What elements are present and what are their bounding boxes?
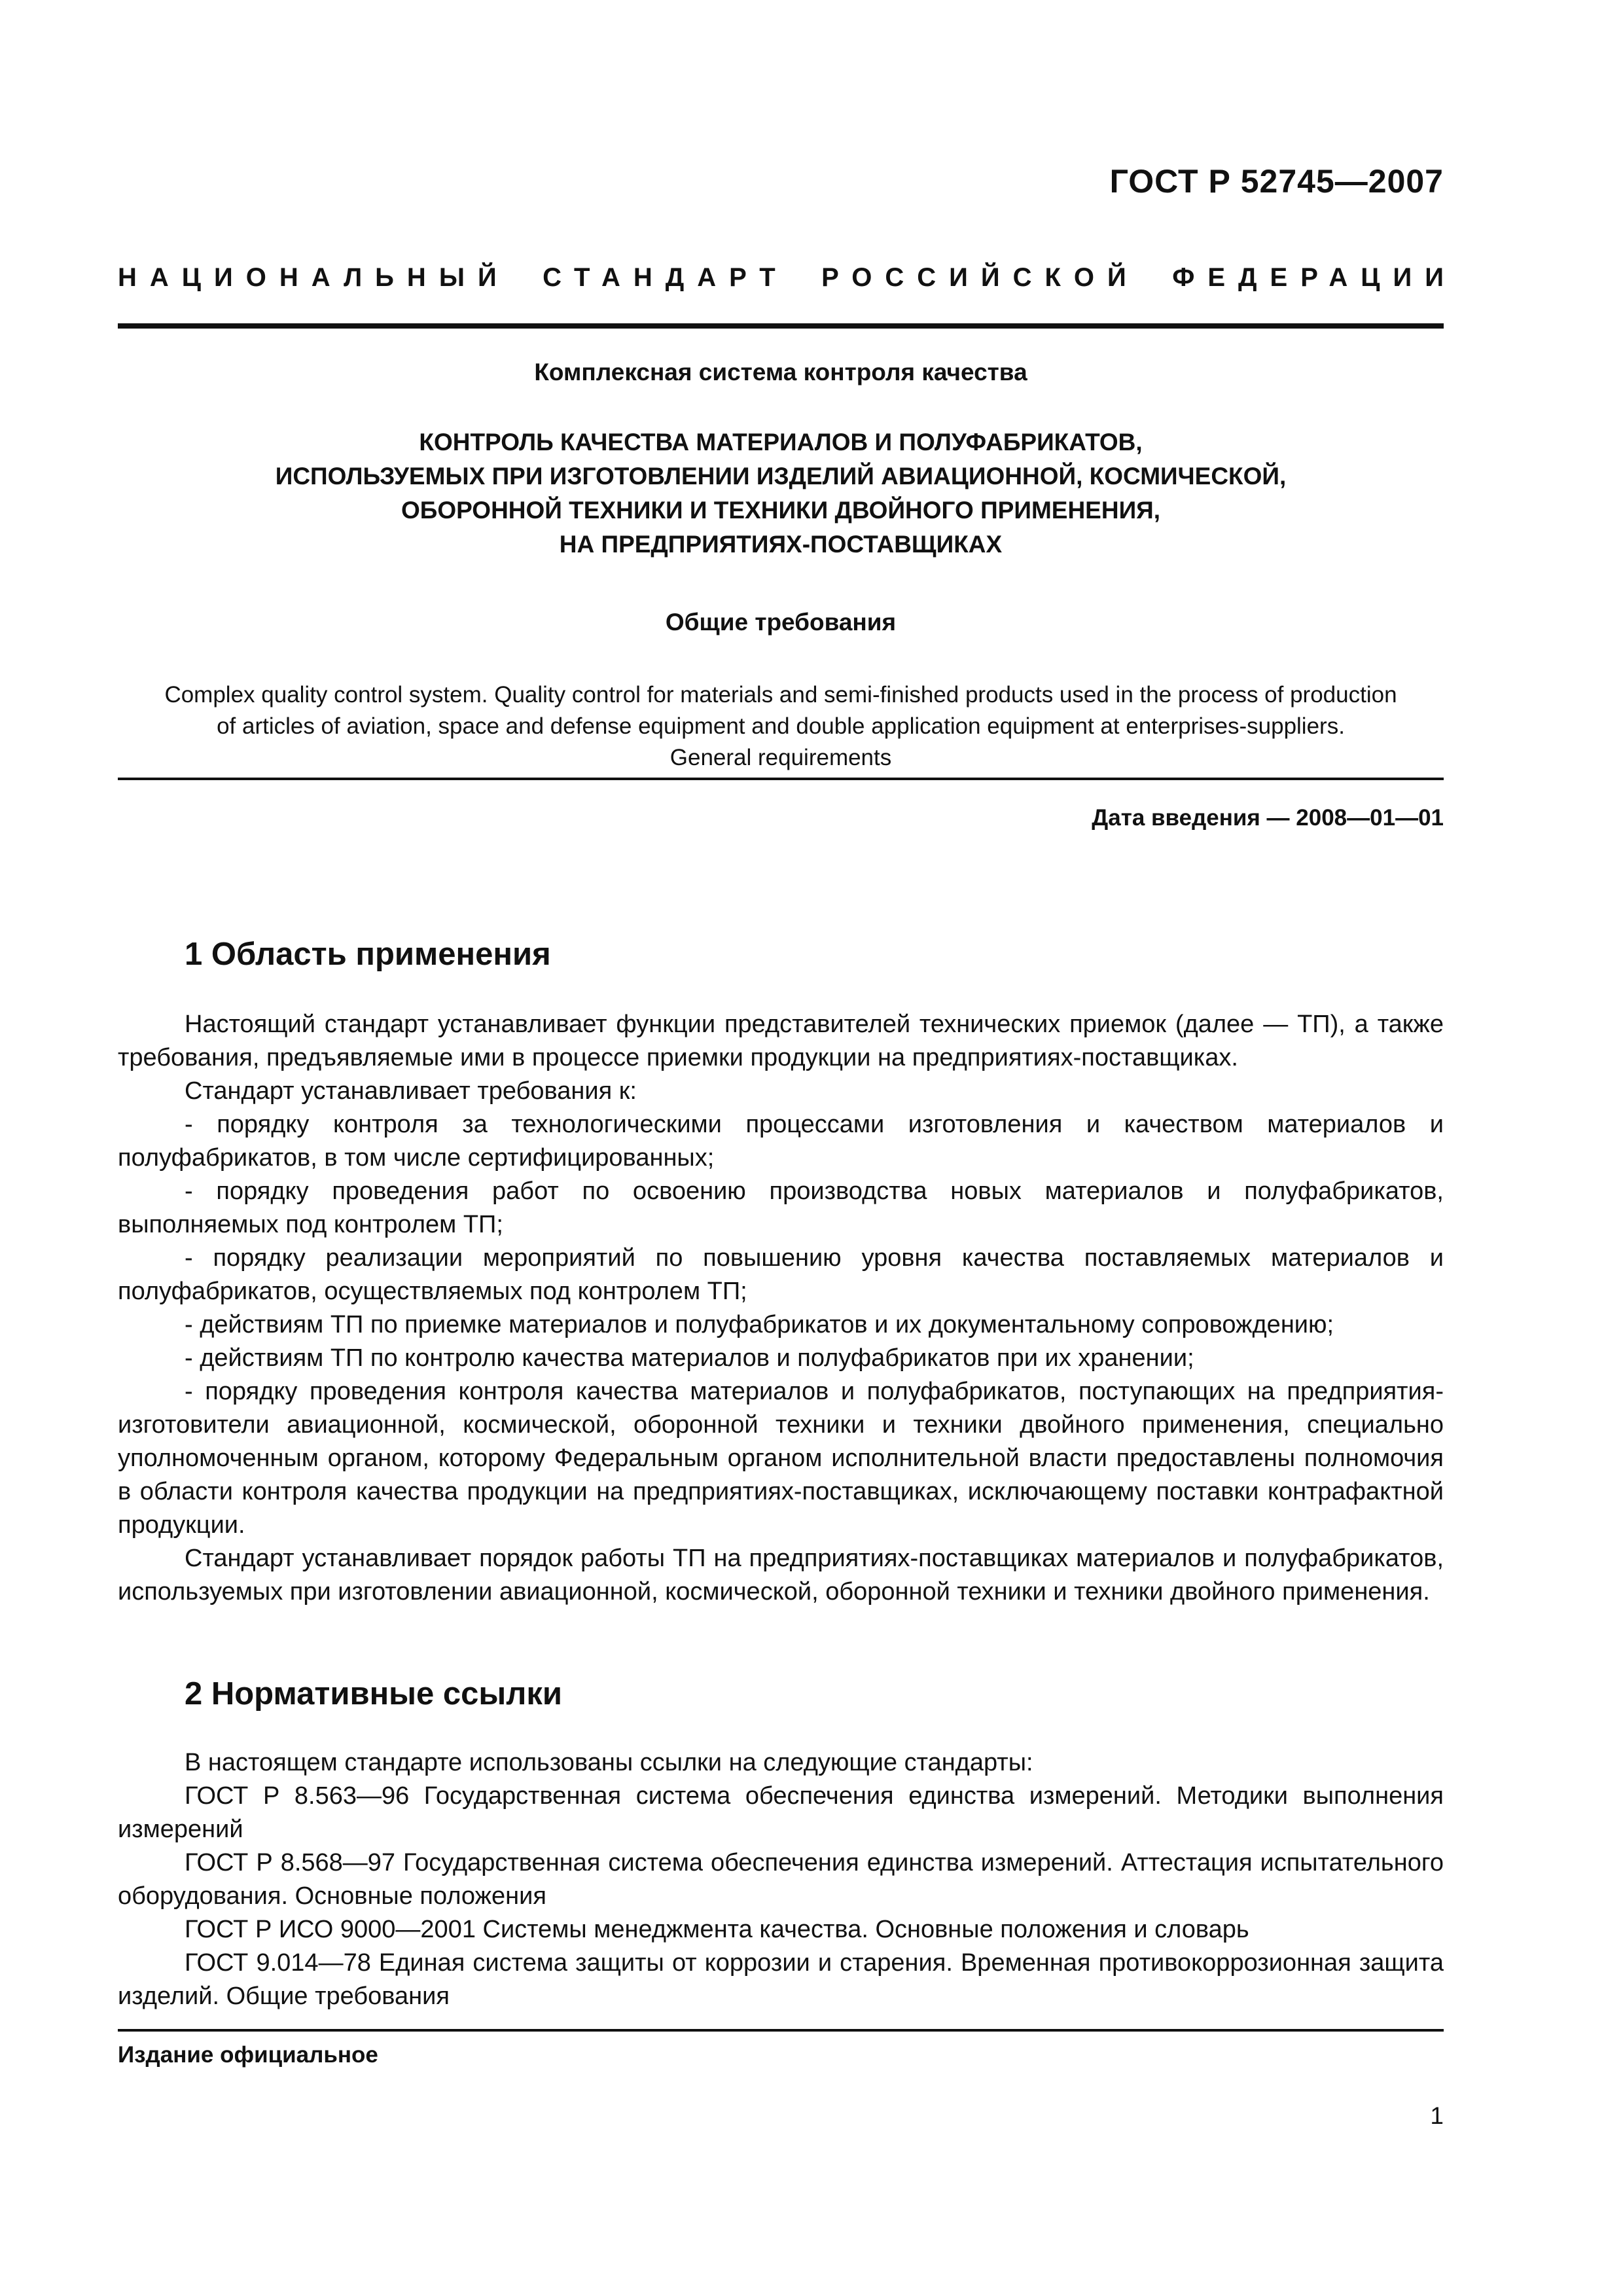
list-item: - действиям ТП по контролю качества материалов и полуфабрикатов при их хранении; (185, 1344, 1194, 1372)
section-2-body (118, 1746, 1444, 2013)
footer-divider (118, 2029, 1444, 2032)
english-title-line: Complex quality control system. Quality control for materials and semi-finished products used in the process of production (164, 682, 1397, 708)
reference-item: ГОСТ Р 8.563—96 Государственная система обеспечения единства измерений. Методики выполнения измерений (118, 1782, 1444, 1843)
english-title (118, 679, 1444, 774)
list-item: - порядку проведения работ по освоению производства новых материалов и полуфабрикатов, выполняемых под контролем ТП; (118, 1177, 1444, 1238)
section-2-heading: 2 Нормативные ссылки (185, 1676, 562, 1712)
english-title-line: of articles of aviation, space and defense equipment and double application equipment at enterprises-suppliers. (217, 713, 1345, 739)
section-1-body (118, 1008, 1444, 1609)
list-item: - порядку проведения контроля качества материалов и полуфабрикатов, поступающих на предприятия-изготовители авиационной, космической, оборонной техники и техники двойного применения, специально уполномоченным органом, которому Федеральным органом исполнительной власти предоставлены полномочия в области контроля качества продукции на предприятиях-поставщиках, исключающему поставки контрафактной продукции. (118, 1378, 1444, 1539)
system-title: Комплексная система контроля качества (534, 359, 1027, 386)
main-title-line: КОНТРОЛЬ КАЧЕСТВА МАТЕРИАЛОВ И ПОЛУФАБРИКАТОВ, (419, 429, 1143, 456)
list-item: - порядку реализации мероприятий по повышению уровня качества поставляемых материалов и полуфабрикатов, осуществляемых под контролем ТП; (118, 1244, 1444, 1305)
national-title-word: СТАНДАРТ (543, 263, 789, 292)
reference-item: ГОСТ Р ИСО 9000—2001 Системы менеджмента качества. Основные положения и словарь (185, 1916, 1249, 1943)
page-number: 1 (1430, 2102, 1444, 2129)
title-divider (118, 778, 1444, 780)
main-title-line: ИСПОЛЬЗУЕМЫХ ПРИ ИЗГОТОВЛЕНИИ ИЗДЕЛИЙ АВИАЦИОННОЙ, КОСМИЧЕСКОЙ, (275, 463, 1287, 490)
introduction-date: Дата введения — 2008—01—01 (1092, 805, 1444, 831)
main-title (118, 425, 1444, 562)
paragraph: Настоящий стандарт устанавливает функции представителей технических приемок (далее — ТП), а также требования, предъявляемые ими в процессе приемки продукции на предприятиях-поставщиках. (118, 1011, 1444, 1071)
list-item: - действиям ТП по приемке материалов и полуфабрикатов и их документальному сопровождению; (185, 1311, 1334, 1338)
list-item: - порядку контроля за технологическими процессами изготовления и качеством материалов и полуфабрикатов, в том числе сертифицированных; (118, 1111, 1444, 1172)
paragraph: В настоящем стандарте использованы ссылки на следующие стандарты: (185, 1749, 1033, 1776)
main-title-line: НА ПРЕДПРИЯТИЯХ-ПОСТАВЩИКАХ (559, 531, 1003, 558)
official-edition-label: Издание официальное (118, 2042, 378, 2068)
english-title-line: General requirements (669, 745, 892, 770)
paragraph: Стандарт устанавливает требования к: (185, 1077, 637, 1105)
reference-item: ГОСТ Р 8.568—97 Государственная система обеспечения единства измерений. Аттестация испытательного оборудования. Основные положения (118, 1849, 1444, 1910)
national-title-word: ФЕДЕРАЦИИ (1172, 263, 1457, 292)
national-standard-title (118, 263, 1457, 293)
paragraph: Стандарт устанавливает порядок работы ТП на предприятиях-поставщиках материалов и полуфабрикатов, используемых при изготовлении авиационной, космической, оборонной техники и техники двойного применения. (118, 1545, 1444, 1605)
subtitle-general-requirements: Общие требования (665, 609, 897, 636)
reference-item: ГОСТ 9.014—78 Единая система защиты от коррозии и старения. Временная противокоррозионная защита изделий. Общие требования (118, 1949, 1444, 2010)
section-1-heading: 1 Область применения (185, 937, 551, 972)
main-title-line: ОБОРОННОЙ ТЕХНИКИ И ТЕХНИКИ ДВОЙНОГО ПРИМЕНЕНИЯ, (401, 497, 1161, 524)
national-title-word: НАЦИОНАЛЬНЫЙ (118, 263, 510, 292)
document-number: ГОСТ Р 52745—2007 (1109, 163, 1444, 200)
header-divider (118, 323, 1444, 329)
national-title-word: РОССИЙСКОЙ (821, 263, 1139, 292)
